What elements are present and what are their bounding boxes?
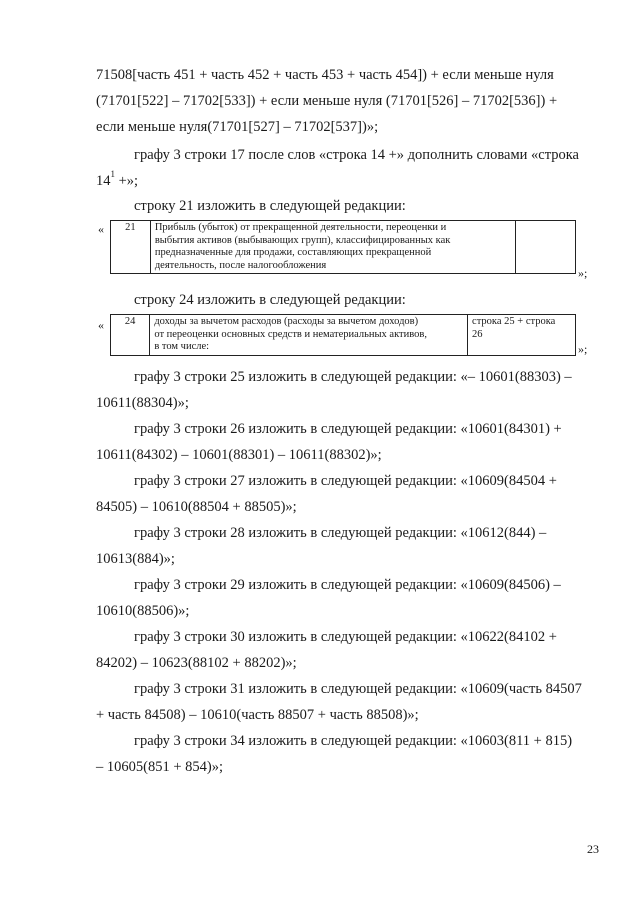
cell-line: предназначенные для продажи, составляющих прекращенной	[154, 247, 432, 258]
cell-line: строка 25 + строка	[472, 316, 556, 327]
text-line	[96, 168, 586, 194]
amendment-paragraph	[96, 728, 586, 780]
text-line: графу 3 строки 28 изложить в следующей редакции: «10612(844) –	[134, 525, 547, 541]
superscript: 1	[110, 169, 115, 180]
amendment-paragraph	[96, 572, 586, 624]
page-number: 23	[587, 842, 599, 856]
cell-line: выбытия активов (выбывающих групп), классифицированных как	[154, 234, 451, 246]
text-fragment: +»;	[115, 173, 139, 189]
cell-line: 26	[472, 328, 483, 340]
cell-line: от переоценки основных средств и нематериальных активов,	[154, 328, 427, 340]
row-number-cell: 21	[111, 221, 151, 274]
amendment-paragraph	[96, 364, 586, 416]
formula-paragraph	[96, 62, 586, 140]
amendment-paragraph	[96, 468, 586, 520]
row-21-table	[110, 220, 576, 274]
text-line: (71701[522] – 71702[533]) + если меньше нуля (71701[526] – 71702[536]) +	[96, 93, 558, 109]
text-line: графу 3 строки 17 после слов «строка 14 +» дополнить словами «строка	[134, 147, 579, 163]
cell-line: доходы за вычетом расходов (расходы за вычетом доходов)	[154, 316, 419, 327]
open-quote: «	[98, 318, 104, 332]
text-line: строку 24 изложить в следующей редакции:	[134, 292, 406, 308]
row-24-table	[110, 314, 576, 356]
text-line: – 10605(851 + 854)»;	[96, 759, 223, 775]
row-text-cell	[150, 315, 468, 356]
text-line: 10611(88304)»;	[96, 395, 189, 411]
cell-line: Прибыль (убыток) от прекращенной деятельности, переоценки и	[154, 222, 447, 233]
text-line: 10610(88506)»;	[96, 603, 190, 619]
text-line: графу 3 строки 27 изложить в следующей редакции: «10609(84504 +	[134, 473, 557, 489]
cell-line: в том числе:	[154, 341, 210, 352]
text-line: 10611(84302) – 10601(88301) – 10611(88302)»;	[96, 447, 382, 463]
amendment-paragraph	[96, 193, 586, 219]
text-line: если меньше нуля(71701[527] – 71702[537])»;	[96, 119, 379, 135]
open-quote: «	[98, 222, 104, 236]
text-line: графу 3 строки 31 изложить в следующей редакции: «10609(часть 84507	[134, 681, 582, 697]
text-line: 10613(884)»;	[96, 551, 175, 567]
text-line: графу 3 строки 34 изложить в следующей редакции: «10603(811 + 815)	[134, 733, 573, 749]
cell-line: деятельность, после налогообложения	[154, 259, 327, 271]
amendment-paragraph	[96, 416, 586, 468]
amendment-paragraph	[96, 676, 586, 728]
formula-cell	[468, 315, 576, 356]
text-line: графу 3 строки 29 изложить в следующей редакции: «10609(84506) –	[134, 577, 561, 593]
table-row	[111, 221, 576, 274]
close-quote: »;	[578, 342, 588, 356]
amendment-paragraph	[96, 520, 586, 572]
close-quote: »;	[578, 266, 588, 280]
amendment-paragraph	[96, 142, 586, 194]
text-line: графу 3 строки 26 изложить в следующей редакции: «10601(84301) +	[134, 421, 562, 437]
text-line: 84202) – 10623(88102 + 88202)»;	[96, 655, 297, 671]
text-line: графу 3 строки 25 изложить в следующей редакции: «– 10601(88303) –	[134, 369, 572, 385]
text-line: 84505) – 10610(88504 + 88505)»;	[96, 499, 297, 515]
amendment-paragraph	[96, 287, 586, 313]
amendment-paragraph	[96, 624, 586, 676]
row-text-cell	[150, 221, 515, 274]
table-row	[111, 315, 576, 356]
text-fragment: 14	[96, 173, 111, 189]
row-number-cell: 24	[111, 315, 150, 356]
text-line: строку 21 изложить в следующей редакции:	[134, 198, 406, 214]
formula-cell	[515, 221, 575, 274]
text-line: + часть 84508) – 10610(часть 88507 + часть 88508)»;	[96, 707, 419, 723]
text-line: графу 3 строки 30 изложить в следующей редакции: «10622(84102 +	[134, 629, 557, 645]
text-line: 71508[часть 451 + часть 452 + часть 453 + часть 454]) + если меньше нуля	[96, 67, 554, 83]
